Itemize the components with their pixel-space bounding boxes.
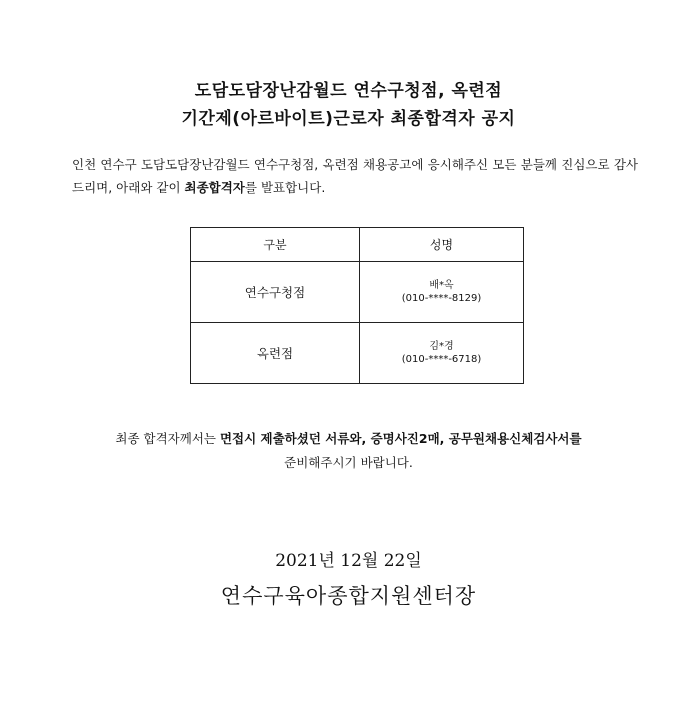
- issuer-signature: 연수구육아종합지원센터장: [220, 584, 477, 608]
- result-table: [190, 227, 524, 384]
- note-line2: 준비해주시기 바랍니다.: [284, 455, 413, 470]
- branch-cell: 옥련점: [191, 323, 360, 384]
- person-name: 김*경: [429, 340, 454, 352]
- branch-cell: 연수구청점: [191, 262, 360, 323]
- table-row: [191, 262, 524, 323]
- notice-title-line2: 기간제(아르바이트)근로자 최종합격자 공지: [181, 109, 516, 129]
- table-header-row: [191, 228, 524, 262]
- person-name: 배*옥: [429, 279, 454, 291]
- notice-title-line1: 도담도담장난감월드 연수구청점, 옥련점: [194, 81, 503, 101]
- submission-note: [0, 427, 697, 475]
- note-line1: [0, 427, 697, 451]
- intro-bold-text: 최종합격자: [184, 180, 245, 195]
- intro-text: 인천 연수구 도담도담장난감월드 연수구청점, 옥련점 채용공고에 응시해주신 모든 분들께 진심으로 감사드리며, 아래와 같이: [72, 157, 638, 195]
- intro-text-end: 를 발표합니다.: [244, 180, 326, 195]
- table-row: [191, 323, 524, 384]
- person-phone: (010-****-8129): [401, 292, 482, 304]
- note-text: 최종 합격자께서는: [115, 431, 220, 446]
- notice-date: 2021년 12월 22일: [275, 551, 422, 571]
- header-name: 성명: [360, 228, 524, 262]
- header-division: 구분: [191, 228, 360, 262]
- person-cell: [360, 262, 524, 323]
- intro-paragraph: [72, 153, 638, 199]
- person-cell: [360, 323, 524, 384]
- note-bold-text: 면접시 제출하셨던 서류와, 증명사진2매, 공무원채용신체검사서를: [219, 431, 582, 446]
- person-phone: (010-****-6718): [401, 353, 482, 365]
